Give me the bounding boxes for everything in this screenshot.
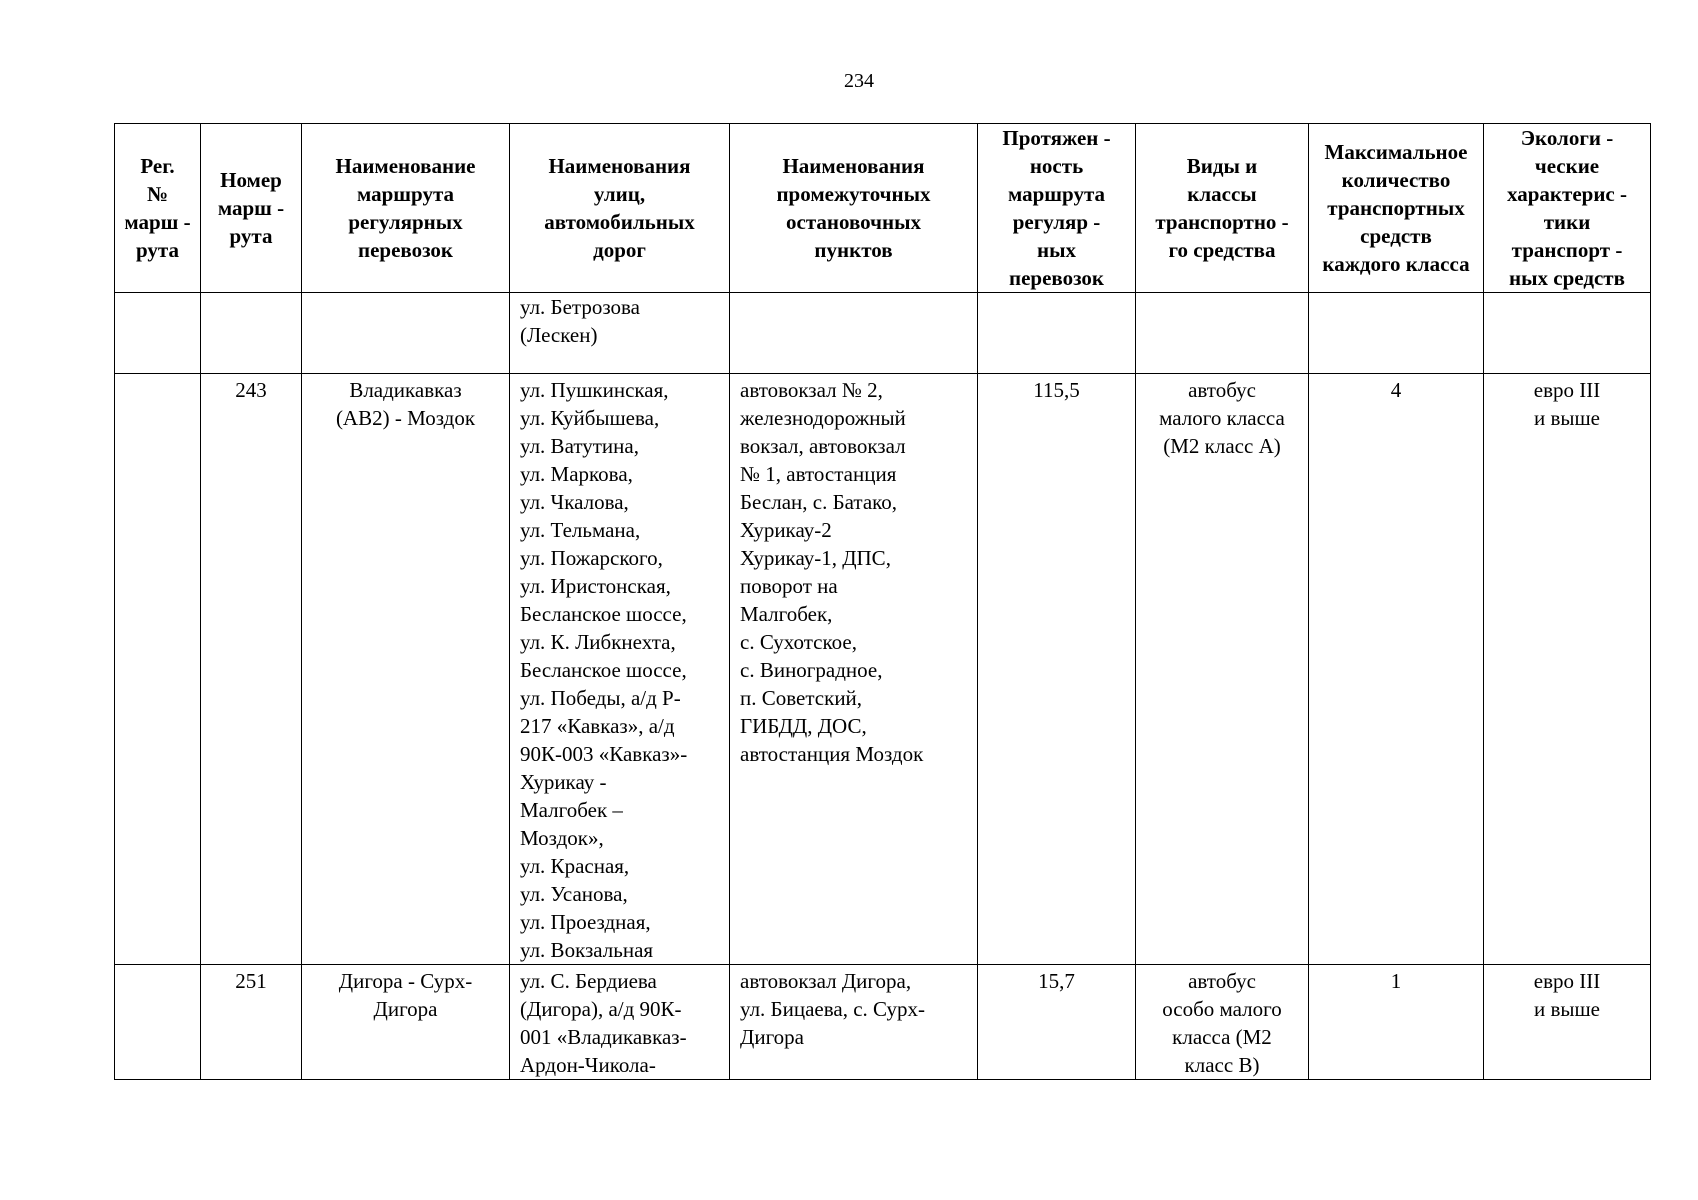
cell-line: ных xyxy=(1037,238,1076,262)
cell-line: Моздок», xyxy=(520,826,604,850)
cell-line: 1 xyxy=(1390,969,1402,993)
cell-line: (М2 класс А) xyxy=(1163,434,1281,458)
cell-line: ул. Красная, xyxy=(520,854,630,878)
cell-line: ческие xyxy=(1534,154,1600,178)
cell-line: поворот на xyxy=(740,574,838,598)
cell-line: перевозок xyxy=(357,238,454,262)
cell-line: характерис - xyxy=(1507,182,1627,206)
cell-line: Номер xyxy=(220,168,282,192)
cell-line: Дигора - Сурх- xyxy=(338,969,473,993)
cell-max-count xyxy=(1309,965,1484,1080)
cell-line: остановочных xyxy=(786,210,921,234)
cell-line: 4 xyxy=(1390,378,1402,402)
cell-line: Наименования xyxy=(782,154,925,178)
cell-eco xyxy=(1484,293,1651,374)
cell-line: пунктов xyxy=(814,238,893,262)
cell-line: марш - xyxy=(217,196,285,220)
cell-line: 243 xyxy=(235,378,267,402)
cell-line: Малгобек – xyxy=(520,798,623,822)
cell-length xyxy=(978,965,1136,1080)
cell-line: транспорт - xyxy=(1511,238,1623,262)
cell-line: ул. К. Либкнехта, xyxy=(520,630,676,654)
cell-number xyxy=(201,374,302,965)
cell-line: евро III xyxy=(1533,969,1601,993)
cell-vehicle xyxy=(1136,374,1309,965)
cell-vehicle xyxy=(1136,965,1309,1080)
cell-line: Наименование xyxy=(335,154,476,178)
cell-line: 251 xyxy=(235,969,267,993)
cell-line: 217 «Кавказ», а/д xyxy=(520,714,675,738)
cell-line: (АВ2) - Моздок xyxy=(335,406,476,430)
cell-line: регулярных xyxy=(348,210,463,234)
cell-line: рута xyxy=(136,238,179,262)
cell-reg xyxy=(115,965,201,1080)
cell-line: ных средств xyxy=(1509,266,1625,290)
cell-line: 90К-003 «Кавказ»- xyxy=(520,742,688,766)
cell-stops xyxy=(730,965,978,1080)
cell-line: ность xyxy=(1029,154,1084,178)
cell-line: Дигора xyxy=(373,997,438,1021)
cell-line: Виды и xyxy=(1186,154,1258,178)
cell-line: каждого класса xyxy=(1322,252,1470,276)
cell-line: ул. Иристонская, xyxy=(520,574,671,598)
cell-line: Наименования xyxy=(548,154,691,178)
header-vehicle-class xyxy=(1136,124,1309,293)
cell-line: Хурикау - xyxy=(520,770,607,794)
cell-line: автовокзал № 2, xyxy=(740,378,883,402)
header-max-count xyxy=(1309,124,1484,293)
cell-line: ул. Пожарского, xyxy=(520,546,663,570)
cell-line: с. Виноградное, xyxy=(740,658,883,682)
cell-eco xyxy=(1484,374,1651,965)
cell-line: ул. Вокзальная xyxy=(520,938,654,962)
cell-line: регуляр - xyxy=(1012,210,1101,234)
cell-line: класс В) xyxy=(1184,1053,1260,1077)
cell-name xyxy=(302,965,510,1080)
cell-line: Рег. xyxy=(140,154,175,178)
cell-line: ул. Чкалова, xyxy=(520,490,629,514)
header-stops xyxy=(730,124,978,293)
cell-line: Экологи - xyxy=(1520,126,1614,150)
cell-line: Хурикау-1, ДПС, xyxy=(740,546,891,570)
table-header-row xyxy=(115,124,1651,293)
routes-table xyxy=(114,123,1651,1080)
cell-line: Ардон-Чикола- xyxy=(520,1053,656,1077)
cell-eco xyxy=(1484,965,1651,1080)
header-reg-number xyxy=(115,124,201,293)
cell-line: ул. Тельмана, xyxy=(520,518,641,542)
cell-line: ГИБДД, ДОС, xyxy=(740,714,867,738)
cell-streets xyxy=(510,293,730,374)
cell-line: ул. Бетрозова xyxy=(520,295,641,319)
cell-line: Беслан, с. Батако, xyxy=(740,490,898,514)
cell-line: (Дигора), а/д 90К- xyxy=(520,997,682,1021)
cell-line: маршрута xyxy=(356,182,455,206)
cell-line: вокзал, автовокзал xyxy=(740,434,906,458)
cell-line: Владикавказ xyxy=(349,378,462,402)
cell-line: ул. Победы, а/д Р- xyxy=(520,686,681,710)
cell-line: ул. Проездная, xyxy=(520,910,651,934)
cell-reg xyxy=(115,374,201,965)
cell-line: с. Сухотское, xyxy=(740,630,857,654)
cell-line: автобус xyxy=(1188,969,1256,993)
cell-line: автостанция Моздок xyxy=(740,742,924,766)
cell-line: 001 «Владикавказ- xyxy=(520,1025,687,1049)
cell-line: улиц, xyxy=(593,182,646,206)
cell-number xyxy=(201,293,302,374)
cell-line: и выше xyxy=(1533,997,1600,1021)
cell-line: ул. Маркова, xyxy=(520,462,633,486)
table-row xyxy=(115,965,1651,1080)
cell-line: ул. С. Бердиева xyxy=(520,969,657,993)
cell-line: количество xyxy=(1341,168,1451,192)
cell-reg xyxy=(115,293,201,374)
cell-max-count xyxy=(1309,374,1484,965)
cell-line: классы xyxy=(1187,182,1257,206)
cell-line: промежуточных xyxy=(776,182,931,206)
cell-line: и выше xyxy=(1533,406,1600,430)
cell-line: 15,7 xyxy=(1038,969,1075,993)
cell-number xyxy=(201,965,302,1080)
page-number: 234 xyxy=(844,70,874,92)
cell-line: Хурикау-2 xyxy=(740,518,832,542)
header-route-number xyxy=(201,124,302,293)
cell-line: средств xyxy=(1360,224,1432,248)
cell-line: Малгобек, xyxy=(740,602,833,626)
cell-line: транспортно - xyxy=(1155,210,1289,234)
cell-line: класса (М2 xyxy=(1172,1025,1272,1049)
cell-line: п. Советский, xyxy=(740,686,863,710)
cell-line: тики xyxy=(1543,210,1591,234)
cell-line: ул. Усанова, xyxy=(520,882,628,906)
cell-line: Бесланское шоссе, xyxy=(520,658,687,682)
cell-line: Бесланское шоссе, xyxy=(520,602,687,626)
cell-line: № 1, автостанция xyxy=(740,462,897,486)
cell-line: ул. Ватутина, xyxy=(520,434,639,458)
table-row xyxy=(115,374,1651,965)
cell-length xyxy=(978,293,1136,374)
cell-line: Максимальное xyxy=(1324,140,1468,164)
cell-stops xyxy=(730,293,978,374)
cell-line: рута xyxy=(229,224,273,248)
cell-line: Дигора xyxy=(740,1025,804,1049)
cell-vehicle xyxy=(1136,293,1309,374)
cell-streets xyxy=(510,965,730,1080)
cell-max-count xyxy=(1309,293,1484,374)
cell-line: автобус xyxy=(1188,378,1256,402)
cell-line: го средства xyxy=(1168,238,1276,262)
cell-line: Протяжен - xyxy=(1002,126,1111,150)
cell-name xyxy=(302,293,510,374)
cell-line: маршрута xyxy=(1007,182,1106,206)
cell-line: ул. Пушкинская, xyxy=(520,378,669,402)
cell-length xyxy=(978,374,1136,965)
header-eco xyxy=(1484,124,1651,293)
header-route-name xyxy=(302,124,510,293)
cell-line: ул. Бицаева, с. Сурх- xyxy=(740,997,925,1021)
cell-streets xyxy=(510,374,730,965)
header-streets xyxy=(510,124,730,293)
cell-line: железнодорожный xyxy=(740,406,906,430)
cell-line: (Лескен) xyxy=(520,323,598,347)
cell-line: дорог xyxy=(593,238,646,262)
header-length xyxy=(978,124,1136,293)
table-row xyxy=(115,293,1651,374)
cell-line: евро III xyxy=(1533,378,1601,402)
cell-line: 115,5 xyxy=(1033,378,1080,402)
cell-line: транспортных xyxy=(1327,196,1465,220)
cell-stops xyxy=(730,374,978,965)
cell-name xyxy=(302,374,510,965)
cell-line: особо малого xyxy=(1162,997,1282,1021)
cell-line: № xyxy=(146,182,169,206)
cell-line: перевозок xyxy=(1008,266,1105,290)
cell-line: ул. Куйбышева, xyxy=(520,406,660,430)
cell-line: автовокзал Дигора, xyxy=(740,969,912,993)
cell-line: марш - xyxy=(124,210,191,234)
cell-line: малого класса xyxy=(1159,406,1285,430)
cell-line: автомобильных xyxy=(544,210,695,234)
